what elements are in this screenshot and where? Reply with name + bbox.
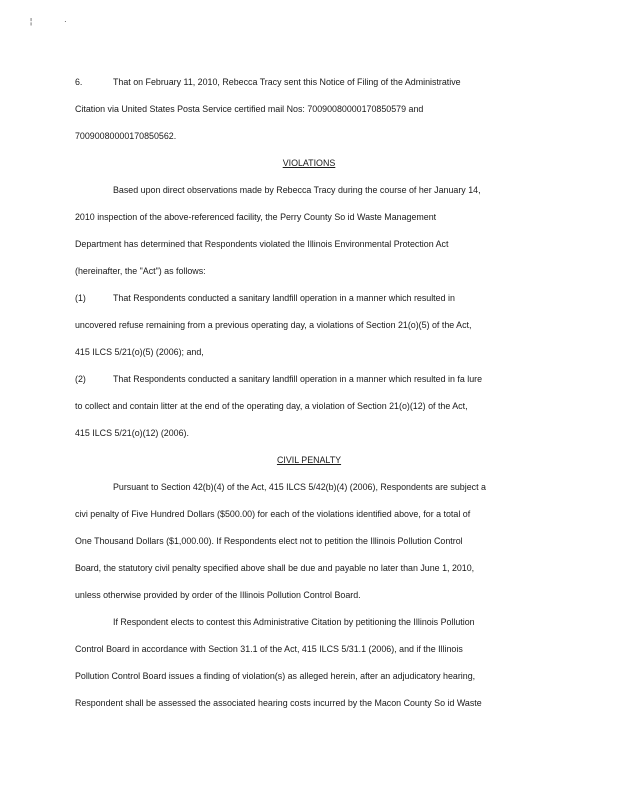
- violations-intro-line: 2010 inspection of the above-referenced facility, the Perry County So id Waste Management: [75, 212, 437, 222]
- violation-1-line: That Respondents conducted a sanitary landfill operation in a manner which resulted in: [113, 293, 455, 303]
- violations-intro-line: (hereinafter, the "Act") as follows:: [75, 266, 206, 276]
- violation-2-line: 415 ILCS 5/21(o)(12) (2006).: [75, 428, 189, 438]
- contest-line: Respondent shall be assessed the associated hearing costs incurred by the Macon County So id Waste: [75, 698, 482, 708]
- civil-penalty-line: Pursuant to Section 42(b)(4) of the Act, 415 ILCS 5/42(b)(4) (2006), Respondents are subject a: [113, 482, 486, 492]
- civil-penalty-line: Board, the statutory civil penalty specified above shall be due and payable no later than June 1, 2010,: [75, 563, 475, 573]
- para-6-line: That on February 11, 2010, Rebecca Tracy sent this Notice of Filing of the Administrative: [113, 77, 461, 87]
- violation-1-line: 415 ILCS 5/21(o)(5) (2006); and,: [75, 347, 204, 357]
- violation-2-line: to collect and contain litter at the end of the operating day, a violation of Section 21(o)(12) of the Act,: [75, 401, 468, 411]
- contest-line: Pollution Control Board issues a finding of violation(s) as alleged herein, after an adjudicatory hearing,: [75, 671, 476, 681]
- violation-2-line: That Respondents conducted a sanitary landfill operation in a manner which resulted in fa lure: [113, 374, 483, 384]
- violations-heading: VIOLATIONS: [282, 158, 336, 168]
- contest-line: Control Board in accordance with Section 31.1 of the Act, 415 ILCS 5/31.1 (2006), and if the Illinois: [75, 644, 463, 654]
- scan-mark-left: ¦: [30, 17, 33, 26]
- contest-line: If Respondent elects to contest this Administrative Citation by petitioning the Illinois Pollution: [113, 617, 475, 627]
- civil-penalty-line: unless otherwise provided by order of the Illinois Pollution Control Board.: [75, 590, 361, 600]
- para-6-number: 6.: [75, 77, 83, 87]
- violation-2-label: (2): [75, 374, 86, 384]
- civil-penalty-line: civi penalty of Five Hundred Dollars ($500.00) for each of the violations identified above, for a total of: [75, 509, 471, 519]
- violation-1-label: (1): [75, 293, 86, 303]
- violations-intro-line: Based upon direct observations made by Rebecca Tracy during the course of her January 14,: [113, 185, 481, 195]
- violation-1-line: uncovered refuse remaining from a previous operating day, a violations of Section 21(o)(5) of the Act,: [75, 320, 472, 330]
- civil-penalty-heading: CIVIL PENALTY: [276, 455, 342, 465]
- para-6-line: Citation via United States Posta Service certified mail Nos: 70090080000170850579 and: [75, 104, 424, 114]
- scan-mark-right: ·: [64, 17, 67, 26]
- violations-intro-line: Department has determined that Respondents violated the Illinois Environmental Protection Act: [75, 239, 449, 249]
- para-6-line: 70090080000170850562.: [75, 131, 177, 141]
- civil-penalty-line: One Thousand Dollars ($1,000.00). If Respondents elect not to petition the Illinois Pollution Control: [75, 536, 463, 546]
